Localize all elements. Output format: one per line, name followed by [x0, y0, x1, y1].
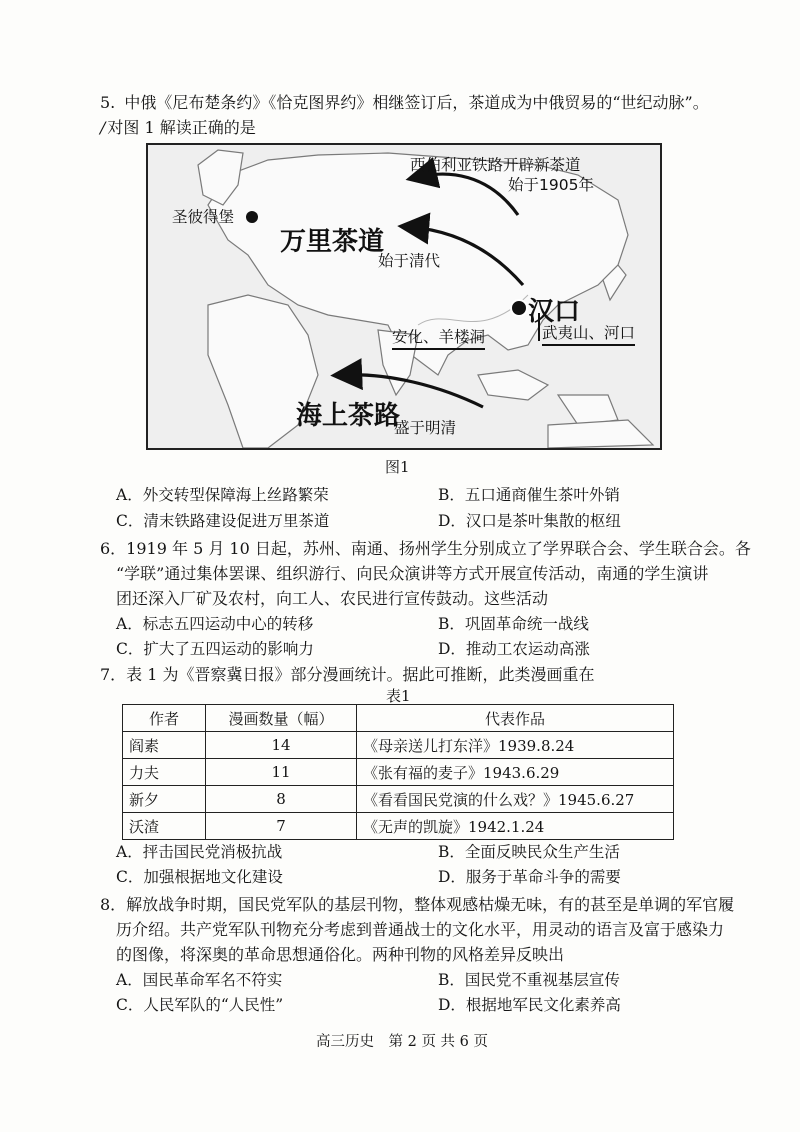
- q5-option-b[interactable]: B．五口通商催生茶叶外销: [438, 486, 620, 504]
- cell-author: 阎素: [123, 732, 206, 759]
- cell-author: 沃渣: [123, 813, 206, 840]
- figure-caption: 图1: [385, 458, 410, 476]
- label-ming-qing: 盛于明清: [394, 419, 457, 437]
- label-1905: 始于1905年: [508, 176, 594, 194]
- q6-option-b[interactable]: B．巩固革命统一战线: [438, 615, 589, 633]
- q7-option-a[interactable]: A．抨击国民党消极抗战: [116, 843, 283, 861]
- table-row: [123, 759, 674, 786]
- cell-work: 《张有福的麦子》1943.6.29: [357, 759, 674, 786]
- table-row: [123, 732, 674, 759]
- q8-stem-line1: 8．解放战争时期，国民党军队的基层刊物，整体观感枯燥无味，有的甚至是单调的军官履: [100, 895, 735, 914]
- q7-option-c[interactable]: C．加强根据地文化建设: [116, 868, 283, 886]
- header-author: 作者: [123, 705, 206, 732]
- q5-text-2: 对图 1 解读正确的是: [107, 118, 256, 137]
- hankou-dot: [511, 300, 527, 316]
- stpetersburg-dot: [246, 211, 258, 223]
- q8-stem-line2: 历介绍。共产党军队刊物充分考虑到普通战士的文化水平，用灵动的语言及富于感染力: [116, 920, 725, 939]
- table-row: [123, 786, 674, 813]
- q7-stem: 7．表 1 为《晋察冀日报》部分漫画统计。据此可推断，此类漫画重在: [100, 665, 595, 684]
- q5-option-d[interactable]: D．汉口是茶叶集散的枢纽: [438, 512, 621, 530]
- cell-author: 新夕: [123, 786, 206, 813]
- cell-work: 《看看国民党演的什么戏？》1945.6.27: [357, 786, 674, 813]
- table-header-row: [123, 705, 674, 732]
- q5-text: 中俄《尼布楚条约》《恰克图界约》相继签订后，茶道成为中俄贸易的“世纪动脉”。: [124, 93, 709, 112]
- q8-stem-line3: 的图像，将深奥的革命思想通俗化。两种刊物的风格差异反映出: [116, 945, 565, 964]
- comic-statistics-table: [122, 704, 674, 840]
- q5-stem-line2: [100, 115, 256, 138]
- q5-number: 5.: [100, 93, 116, 112]
- header-count: 漫画数量（幅）: [206, 705, 357, 732]
- q6-option-a[interactable]: A．标志五四运动中心的转移: [116, 615, 314, 633]
- q8-option-b[interactable]: B．国民党不重视基层宣传: [438, 971, 620, 989]
- q6-option-d[interactable]: D．推动工农运动高涨: [438, 640, 590, 658]
- cell-work: 《无声的凯旋》1942.1.24: [357, 813, 674, 840]
- q7-option-d[interactable]: D．服务于革命斗争的需要: [438, 868, 621, 886]
- q8-option-d[interactable]: D．根据地军民文化素养高: [438, 996, 621, 1014]
- q6-option-c[interactable]: C．扩大了五四运动的影响力: [116, 640, 314, 658]
- q8-option-a[interactable]: A．国民革命军名不符实: [116, 971, 283, 989]
- label-hankou: 汉口: [528, 297, 581, 327]
- label-since-qing: 始于清代: [378, 252, 441, 270]
- q5-stem-line1: [100, 90, 709, 113]
- label-anhua-yanglou: 安化、羊楼洞: [392, 325, 485, 350]
- q5-option-a[interactable]: A．外交转型保障海上丝路繁荣: [116, 486, 329, 504]
- label-siberia-railway: 西伯利亚铁路开辟新茶道: [410, 156, 581, 174]
- cell-work: 《母亲送儿打东洋》1939.8.24: [357, 732, 674, 759]
- pen-mark: /: [100, 118, 106, 137]
- table-title: 表1: [386, 687, 411, 705]
- cell-author: 力夫: [123, 759, 206, 786]
- q6-stem-line3: 团还深入厂矿及农村，向工人、农民进行宣传鼓动。这些活动: [116, 589, 549, 608]
- q8-option-c[interactable]: C．人民军队的“人民性”: [116, 996, 284, 1014]
- cell-count: 7: [206, 813, 357, 840]
- cell-count: 14: [206, 732, 357, 759]
- q6-stem-line2: “学联”通过集体罢课、组织游行、向民众演讲等方式开展宣传活动，南通的学生演讲: [116, 564, 709, 583]
- table-row: [123, 813, 674, 840]
- q6-stem-line1: 6．1919 年 5 月 10 日起，苏州、南通、扬州学生分别成立了学界联合会、学生联合会。各: [100, 539, 751, 558]
- q7-option-b[interactable]: B．全面反映民众生产生活: [438, 843, 620, 861]
- tea-route-map: [146, 143, 662, 450]
- label-sea-tea-route: 海上茶路: [296, 401, 401, 431]
- label-wanli-tea-road: 万里茶道: [280, 227, 385, 257]
- cell-count: 8: [206, 786, 357, 813]
- page-footer: 高三历史 第 2 页 共 6 页: [316, 1034, 488, 1050]
- label-st-petersburg: 圣彼得堡: [172, 208, 235, 226]
- cell-count: 11: [206, 759, 357, 786]
- header-works: 代表作品: [357, 705, 674, 732]
- label-wuyi-hekou: 武夷山、河口: [542, 321, 635, 346]
- q5-option-c[interactable]: C．清末铁路建设促进万里茶道: [116, 512, 330, 530]
